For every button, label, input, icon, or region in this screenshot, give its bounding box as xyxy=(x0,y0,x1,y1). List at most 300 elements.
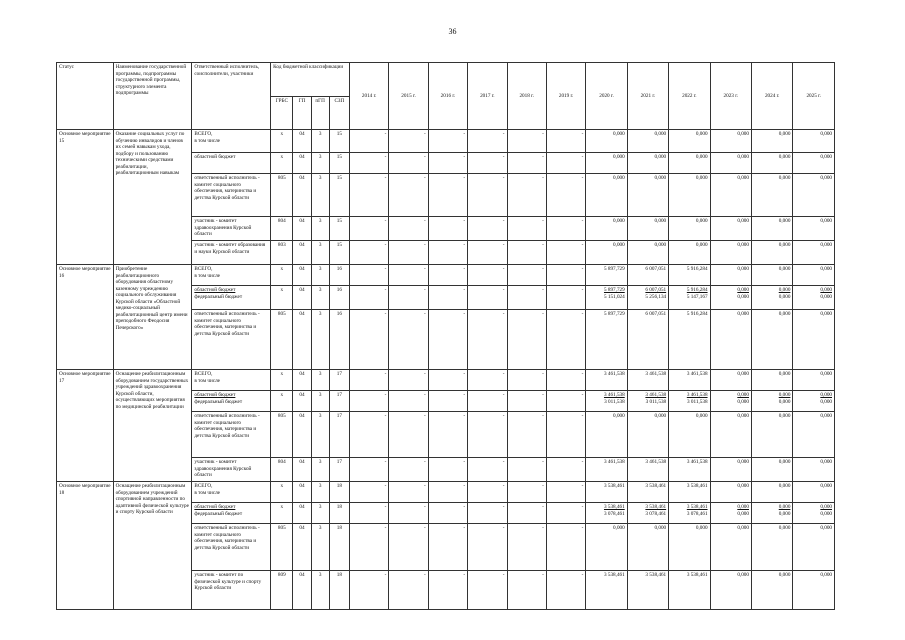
pgp-code-cell: 3 xyxy=(311,524,329,571)
year-empty-cell: - xyxy=(546,391,585,412)
amount-value: 0,000 xyxy=(820,510,832,517)
year-empty-cell: - xyxy=(428,482,467,503)
amount-value: 0,000 xyxy=(737,293,749,300)
executor-cell xyxy=(192,310,271,370)
year-value-cell xyxy=(710,391,751,412)
executor-line: областной бюджет xyxy=(194,154,236,160)
year-value-cell xyxy=(793,370,835,391)
year-value-cell xyxy=(627,310,668,370)
gp-code-cell: 04 xyxy=(293,524,311,571)
gp-code-cell: 04 xyxy=(293,130,311,153)
executor-line: областной бюджет xyxy=(194,392,236,398)
year-empty-cell: - xyxy=(389,503,428,524)
year-empty-cell: - xyxy=(389,217,428,241)
grbs-code-cell: x xyxy=(271,286,293,310)
budget-table xyxy=(56,62,835,610)
year-value-cell xyxy=(793,265,835,286)
amount-value: 0,000 xyxy=(737,483,749,489)
amount-value: 0,000 xyxy=(820,398,832,405)
pgp-code-cell: 3 xyxy=(311,412,329,458)
year-value-cell xyxy=(669,310,710,370)
szp-code-cell: 17 xyxy=(329,370,349,391)
amount-value: 0,000 xyxy=(820,459,832,465)
year-value-cell xyxy=(627,265,668,286)
year-value-cell xyxy=(751,482,792,503)
year-value-cell xyxy=(710,482,751,503)
header-budget-code: Код бюджетной классификации xyxy=(271,63,350,97)
amount-value: 0,000 xyxy=(695,413,708,419)
amount-value: 0,000 xyxy=(820,287,832,293)
year-empty-cell: - xyxy=(546,265,585,286)
amount-value: 0,000 xyxy=(654,131,667,137)
amount-value: 0,000 xyxy=(778,392,791,398)
year-empty-cell: - xyxy=(428,458,467,482)
amount-value: 0,000 xyxy=(778,483,791,489)
amount-value: 0,000 xyxy=(778,510,791,517)
year-empty-cell: - xyxy=(468,174,507,217)
year-empty-cell: - xyxy=(546,458,585,482)
year-value-cell xyxy=(586,130,627,153)
year-value-cell xyxy=(627,391,668,412)
executor-line: участник - комитет по физической культуре и спорту Курской области xyxy=(194,572,262,591)
amount-value: 3 538,461 xyxy=(603,504,625,510)
executor-line: участник - комитет здравоохранения Курской области xyxy=(194,459,252,478)
amount-value: 0,000 xyxy=(820,311,832,317)
year-empty-cell: - xyxy=(507,217,546,241)
amount-value: 0,000 xyxy=(737,242,749,248)
year-empty-cell: - xyxy=(389,412,428,458)
year-empty-cell: - xyxy=(428,217,467,241)
year-empty-cell: - xyxy=(468,241,507,265)
pgp-code-cell: 3 xyxy=(311,503,329,524)
executor-line: ВСЕГО, xyxy=(194,266,213,272)
amount-value: 0,000 xyxy=(778,398,791,405)
grbs-code-cell: x xyxy=(271,130,293,153)
amount-value: 5 151,024 xyxy=(603,293,625,300)
amount-value: 0,000 xyxy=(695,218,708,224)
header-year: 2025 г. xyxy=(793,63,835,130)
year-empty-cell: - xyxy=(428,241,467,265)
amount-value: 0,000 xyxy=(695,154,708,160)
szp-code-cell: 17 xyxy=(329,391,349,412)
executor-cell xyxy=(192,286,271,310)
executor-line: ответственный исполнитель - комитет социального обеспечения, материнства и детства Курской области xyxy=(194,413,260,439)
year-empty-cell: - xyxy=(349,412,388,458)
year-value-cell xyxy=(751,153,792,174)
year-empty-cell: - xyxy=(507,265,546,286)
amount-value: 0,000 xyxy=(737,398,749,405)
year-value-cell xyxy=(627,241,668,265)
year-value-cell xyxy=(669,217,710,241)
amount-value: 0,000 xyxy=(737,154,749,160)
amount-value: 6 007,051 xyxy=(645,266,667,272)
pgp-code-cell: 3 xyxy=(311,391,329,412)
year-empty-cell: - xyxy=(546,153,585,174)
year-empty-cell: - xyxy=(507,286,546,310)
year-value-cell xyxy=(627,524,668,571)
year-value-cell xyxy=(669,241,710,265)
year-value-cell xyxy=(751,130,792,153)
year-value-cell xyxy=(751,412,792,458)
year-value-cell xyxy=(669,370,710,391)
executor-cell xyxy=(192,174,271,217)
table-row xyxy=(57,370,835,391)
year-empty-cell: - xyxy=(507,153,546,174)
year-value-cell xyxy=(586,482,627,503)
year-value-cell xyxy=(669,174,710,217)
executor-line: ВСЕГО, xyxy=(194,131,213,137)
amount-value: 0,000 xyxy=(737,572,749,578)
amount-value: 3 461,538 xyxy=(603,371,625,377)
executor-cell xyxy=(192,130,271,153)
amount-value: 0,000 xyxy=(695,175,708,181)
amount-value: 5 897,729 xyxy=(603,266,625,272)
year-empty-cell: - xyxy=(349,458,388,482)
amount-value: 0,000 xyxy=(737,131,749,137)
year-empty-cell: - xyxy=(349,153,388,174)
amount-value: 0,000 xyxy=(820,504,832,510)
year-empty-cell: - xyxy=(507,482,546,503)
year-empty-cell: - xyxy=(349,310,388,370)
grbs-code-cell: 803 xyxy=(271,241,293,265)
executor-line: в том числе xyxy=(194,377,220,384)
pgp-code-cell: 3 xyxy=(311,286,329,310)
year-empty-cell: - xyxy=(468,524,507,571)
year-value-cell xyxy=(793,412,835,458)
amount-value: 0,000 xyxy=(820,242,832,248)
year-value-cell xyxy=(627,458,668,482)
year-value-cell xyxy=(710,370,751,391)
year-empty-cell: - xyxy=(546,241,585,265)
amount-value: 3 461,538 xyxy=(686,371,708,377)
amount-value: 3 461,538 xyxy=(686,392,708,398)
year-value-cell xyxy=(669,265,710,286)
year-value-cell xyxy=(710,130,751,153)
year-value-cell xyxy=(586,571,627,610)
amount-value: 0,000 xyxy=(737,266,749,272)
year-value-cell xyxy=(627,412,668,458)
amount-value: 0,000 xyxy=(737,311,749,317)
header-row xyxy=(57,63,835,97)
amount-value: 0,000 xyxy=(778,371,791,377)
executor-cell xyxy=(192,412,271,458)
amount-value: 3 011,538 xyxy=(687,398,708,405)
grbs-code-cell: 805 xyxy=(271,524,293,571)
year-empty-cell: - xyxy=(349,370,388,391)
year-empty-cell: - xyxy=(507,524,546,571)
executor-cell xyxy=(192,265,271,286)
year-empty-cell: - xyxy=(468,217,507,241)
amount-value: 0,000 xyxy=(737,510,749,517)
amount-value: 0,000 xyxy=(778,242,791,248)
year-empty-cell: - xyxy=(428,412,467,458)
amount-value: 0,000 xyxy=(654,175,667,181)
amount-value: 3 461,538 xyxy=(603,392,625,398)
program-name-cell: Оказание социальных услуг по обучению инвалидов и членов их семей навыкам ухода, подбору и пользованию техническими средствами реабилитации, реабилитационным навыкам xyxy=(113,130,192,265)
year-empty-cell: - xyxy=(507,571,546,610)
year-empty-cell: - xyxy=(546,310,585,370)
amount-value: 0,000 xyxy=(613,154,625,160)
year-value-cell xyxy=(793,503,835,524)
year-empty-cell: - xyxy=(428,286,467,310)
header-grbs: ГРБС xyxy=(271,96,293,130)
year-empty-cell: - xyxy=(349,130,388,153)
amount-value: 3 011,538 xyxy=(604,398,625,405)
gp-code-cell: 04 xyxy=(293,571,311,610)
executor-cell xyxy=(192,482,271,503)
year-value-cell xyxy=(751,524,792,571)
gp-code-cell: 04 xyxy=(293,482,311,503)
year-value-cell xyxy=(793,217,835,241)
year-value-cell xyxy=(669,412,710,458)
year-empty-cell: - xyxy=(468,265,507,286)
year-empty-cell: - xyxy=(507,130,546,153)
year-empty-cell: - xyxy=(349,391,388,412)
year-value-cell xyxy=(751,310,792,370)
pgp-code-cell: 3 xyxy=(311,217,329,241)
year-value-cell xyxy=(710,310,751,370)
grbs-code-cell: 805 xyxy=(271,310,293,370)
year-empty-cell: - xyxy=(507,503,546,524)
executor-cell xyxy=(192,524,271,571)
amount-value: 0,000 xyxy=(778,413,791,419)
year-value-cell xyxy=(751,286,792,310)
year-value-cell xyxy=(710,571,751,610)
szp-code-cell: 15 xyxy=(329,174,349,217)
executor-line: в том числе xyxy=(194,272,220,279)
year-value-cell xyxy=(751,174,792,217)
amount-value: 0,000 xyxy=(778,154,791,160)
header-gp: ГП xyxy=(293,96,311,130)
year-value-cell xyxy=(751,241,792,265)
amount-value: 0,000 xyxy=(613,218,625,224)
amount-value: 0,000 xyxy=(820,218,832,224)
amount-value: 0,000 xyxy=(820,371,832,377)
executor-line: федеральный бюджет xyxy=(194,398,243,405)
pgp-code-cell: 3 xyxy=(311,482,329,503)
gp-code-cell: 04 xyxy=(293,370,311,391)
year-value-cell xyxy=(586,241,627,265)
executor-line: ВСЕГО, xyxy=(194,483,213,489)
year-empty-cell: - xyxy=(507,370,546,391)
amount-value: 0,000 xyxy=(820,413,832,419)
grbs-code-cell: 804 xyxy=(271,458,293,482)
szp-code-cell: 18 xyxy=(329,482,349,503)
gp-code-cell: 04 xyxy=(293,412,311,458)
year-empty-cell: - xyxy=(349,286,388,310)
year-empty-cell: - xyxy=(428,153,467,174)
year-value-cell xyxy=(669,482,710,503)
year-value-cell xyxy=(710,503,751,524)
year-value-cell xyxy=(710,412,751,458)
year-empty-cell: - xyxy=(428,391,467,412)
year-empty-cell: - xyxy=(349,571,388,610)
year-empty-cell: - xyxy=(428,370,467,391)
year-empty-cell: - xyxy=(428,524,467,571)
pgp-code-cell: 3 xyxy=(311,241,329,265)
amount-value: 0,000 xyxy=(778,218,791,224)
amount-value: 3 538,461 xyxy=(686,504,708,510)
grbs-code-cell: x xyxy=(271,391,293,412)
status-cell: Основное мероприятие 17 xyxy=(57,370,114,482)
amount-value: 0,000 xyxy=(737,413,749,419)
amount-value: 3 538,461 xyxy=(645,572,667,578)
amount-value: 0,000 xyxy=(613,242,625,248)
amount-value: 3 538,461 xyxy=(603,483,625,489)
amount-value: 0,000 xyxy=(654,218,667,224)
amount-value: 0,000 xyxy=(613,413,625,419)
year-value-cell xyxy=(586,265,627,286)
year-value-cell xyxy=(586,412,627,458)
year-empty-cell: - xyxy=(468,286,507,310)
amount-value: 3 461,538 xyxy=(686,459,708,465)
grbs-code-cell: x xyxy=(271,503,293,524)
year-value-cell xyxy=(793,130,835,153)
year-empty-cell: - xyxy=(349,174,388,217)
year-empty-cell: - xyxy=(389,286,428,310)
header-year: 2022 г. xyxy=(669,63,710,130)
executor-cell xyxy=(192,217,271,241)
header-year: 2018 г. xyxy=(507,63,546,130)
amount-value: 0,000 xyxy=(778,459,791,465)
year-value-cell xyxy=(793,310,835,370)
year-value-cell xyxy=(793,153,835,174)
amount-value: 0,000 xyxy=(820,392,832,398)
executor-line: участник - комитет образования и науки Курской области xyxy=(194,242,266,255)
header-pgp: пГП xyxy=(311,96,329,130)
year-empty-cell: - xyxy=(428,571,467,610)
year-empty-cell: - xyxy=(389,174,428,217)
amount-value: 0,000 xyxy=(820,572,832,578)
year-empty-cell: - xyxy=(546,524,585,571)
year-value-cell xyxy=(751,458,792,482)
amount-value: 0,000 xyxy=(820,175,832,181)
amount-value: 0,000 xyxy=(778,504,791,510)
executor-line: федеральный бюджет xyxy=(194,293,243,300)
year-value-cell xyxy=(710,265,751,286)
year-empty-cell: - xyxy=(546,412,585,458)
executor-line: в том числе xyxy=(194,489,220,496)
status-cell: Основное мероприятие 16 xyxy=(57,265,114,370)
year-empty-cell: - xyxy=(507,412,546,458)
year-value-cell xyxy=(627,174,668,217)
year-empty-cell: - xyxy=(546,571,585,610)
amount-value: 0,000 xyxy=(778,266,791,272)
year-empty-cell: - xyxy=(507,174,546,217)
year-empty-cell: - xyxy=(349,217,388,241)
amount-value: 0,000 xyxy=(778,175,791,181)
table-row xyxy=(57,130,835,153)
szp-code-cell: 15 xyxy=(329,217,349,241)
year-empty-cell: - xyxy=(389,265,428,286)
amount-value: 0,000 xyxy=(613,525,625,531)
year-empty-cell: - xyxy=(468,412,507,458)
gp-code-cell: 04 xyxy=(293,174,311,217)
amount-value: 3 461,538 xyxy=(645,459,667,465)
amount-value: 0,000 xyxy=(778,311,791,317)
amount-value: 0,000 xyxy=(654,413,667,419)
amount-value: 5 916,284 xyxy=(686,287,708,293)
header-year: 2014 г. xyxy=(349,63,388,130)
year-value-cell xyxy=(751,370,792,391)
year-value-cell xyxy=(669,391,710,412)
year-empty-cell: - xyxy=(546,503,585,524)
grbs-code-cell: 805 xyxy=(271,174,293,217)
executor-line: ВСЕГО, xyxy=(194,371,213,377)
year-empty-cell: - xyxy=(389,524,428,571)
year-value-cell xyxy=(793,174,835,217)
amount-value: 0,000 xyxy=(737,218,749,224)
year-empty-cell: - xyxy=(389,571,428,610)
amount-value: 0,000 xyxy=(778,525,791,531)
header-year: 2021 г. xyxy=(627,63,668,130)
executor-cell xyxy=(192,571,271,610)
szp-code-cell: 18 xyxy=(329,571,349,610)
table-row xyxy=(57,482,835,503)
year-value-cell xyxy=(669,153,710,174)
executor-cell xyxy=(192,241,271,265)
gp-code-cell: 04 xyxy=(293,458,311,482)
amount-value: 5 897,729 xyxy=(603,287,625,293)
year-value-cell xyxy=(751,503,792,524)
amount-value: 3 538,461 xyxy=(686,572,708,578)
year-value-cell xyxy=(793,571,835,610)
amount-value: 3 538,461 xyxy=(645,483,667,489)
year-empty-cell: - xyxy=(389,391,428,412)
pgp-code-cell: 3 xyxy=(311,310,329,370)
year-empty-cell: - xyxy=(349,241,388,265)
grbs-code-cell: x xyxy=(271,265,293,286)
year-value-cell xyxy=(586,217,627,241)
year-value-cell xyxy=(669,524,710,571)
amount-value: 6 007,051 xyxy=(645,287,667,293)
year-empty-cell: - xyxy=(389,370,428,391)
executor-cell xyxy=(192,391,271,412)
executor-line: в том числе xyxy=(194,137,220,144)
header-executor: Ответственный исполнитель, соисполнители, участники xyxy=(192,63,271,130)
year-empty-cell: - xyxy=(546,130,585,153)
year-value-cell xyxy=(627,217,668,241)
year-value-cell xyxy=(586,174,627,217)
szp-code-cell: 15 xyxy=(329,130,349,153)
year-empty-cell: - xyxy=(468,571,507,610)
amount-value: 0,000 xyxy=(820,293,832,300)
amount-value: 3 538,461 xyxy=(645,504,667,510)
amount-value: 3 011,538 xyxy=(645,398,667,405)
amount-value: 5 897,729 xyxy=(603,311,625,317)
szp-code-cell: 16 xyxy=(329,286,349,310)
year-value-cell xyxy=(669,458,710,482)
gp-code-cell: 04 xyxy=(293,265,311,286)
pgp-code-cell: 3 xyxy=(311,153,329,174)
amount-value: 6 007,051 xyxy=(645,311,667,317)
amount-value: 0,000 xyxy=(695,242,708,248)
year-value-cell xyxy=(586,524,627,571)
year-value-cell xyxy=(627,286,668,310)
year-value-cell xyxy=(627,571,668,610)
amount-value: 0,000 xyxy=(778,293,791,300)
year-value-cell xyxy=(586,391,627,412)
header-year: 2016 г. xyxy=(428,63,467,130)
page-number: 36 xyxy=(448,27,457,36)
year-value-cell xyxy=(586,310,627,370)
year-empty-cell: - xyxy=(546,286,585,310)
gp-code-cell: 04 xyxy=(293,391,311,412)
amount-value: 3 538,461 xyxy=(603,572,625,578)
gp-code-cell: 04 xyxy=(293,503,311,524)
year-empty-cell: - xyxy=(349,524,388,571)
szp-code-cell: 15 xyxy=(329,153,349,174)
